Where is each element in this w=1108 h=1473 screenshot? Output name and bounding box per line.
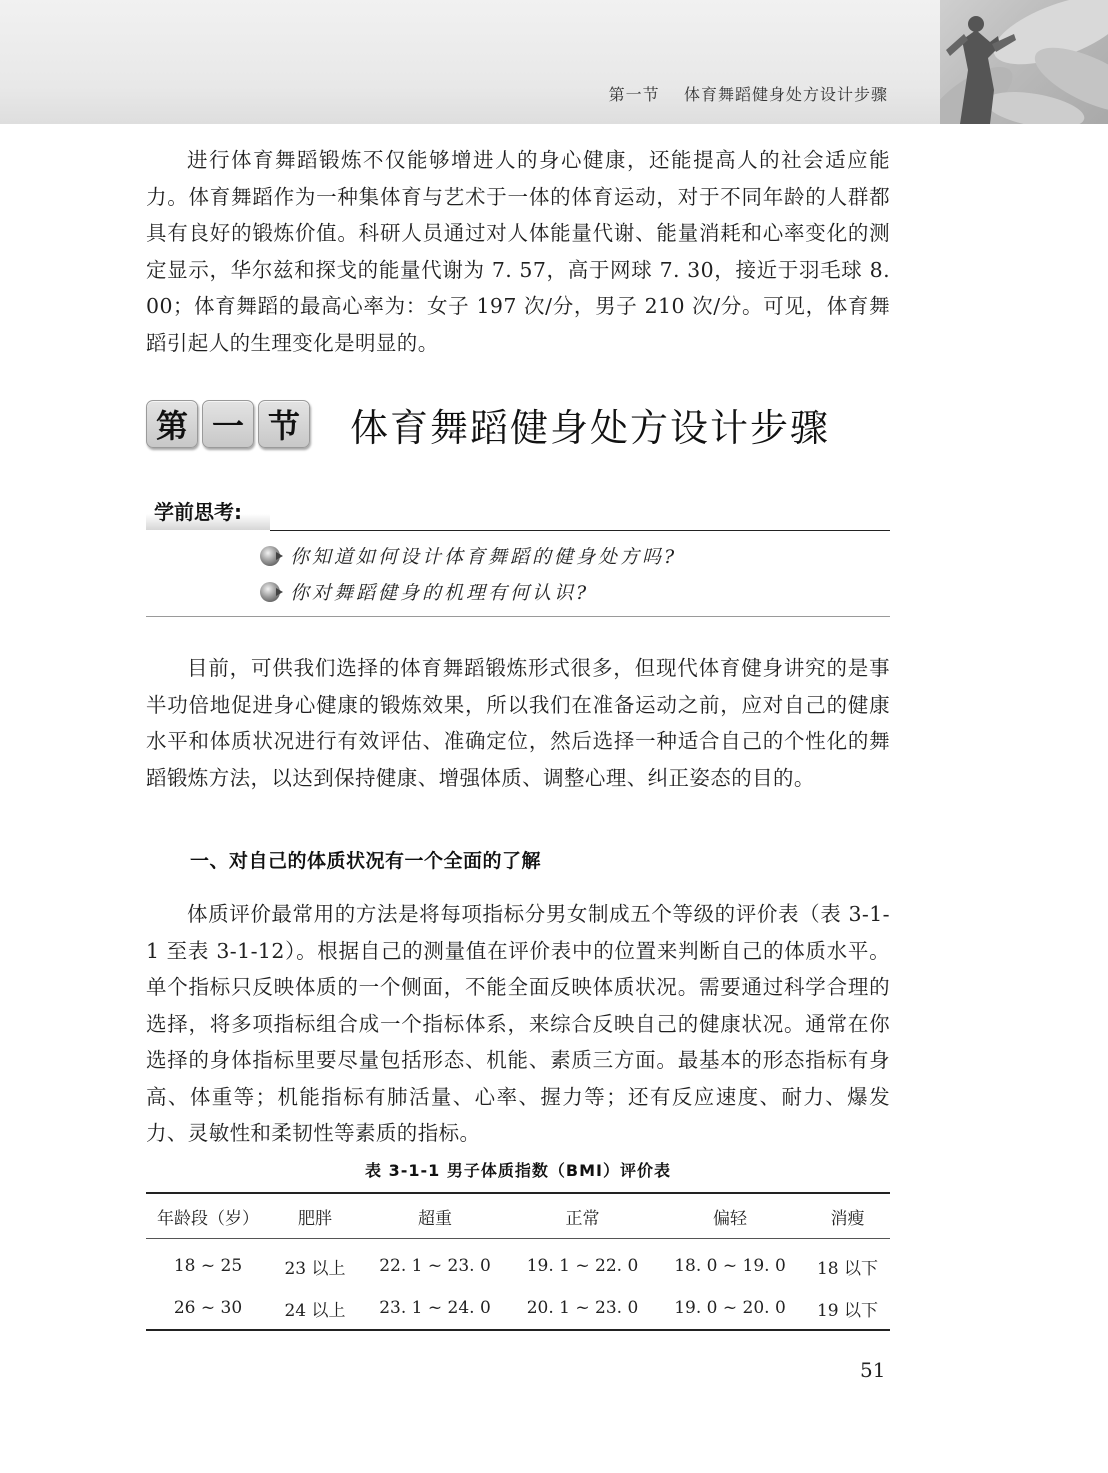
table-cell: 19. 1 ~ 22. 0	[526, 1256, 639, 1276]
body-paragraph: 体质评价最常用的方法是将每项指标分男女制成五个等级的评价表（表 3-1-1 至表 3-1-12）。根据自己的测量值在评价表中的位置来判断自己的体质水平。单个指标只反映体质的一个侧面，不能全面反映体质状况。需要通过科学合理的选择，将多项指标组合成一个指标体系，来综合反映自己的健康状况。通常在你选择的身体指标里要尽量包括形态、机能、素质三方面。最基本的形态指标有身高、体重等；机能指标有肺活量、心率、握力等；还有反应速度、耐力、爆发力、灵敏性和柔韧性等素质的指标。	[146, 902, 890, 1145]
table-header-row	[146, 1193, 890, 1239]
table-cell: 20. 1 ~ 23. 0	[526, 1298, 639, 1318]
badge-char: 节	[258, 400, 310, 448]
prestudy-question-text: 你对舞蹈健身的机理有何认识?	[290, 582, 590, 604]
table-header-cell: 正常	[565, 1208, 600, 1229]
table-header-cell: 肥胖	[298, 1208, 332, 1229]
prestudy-question-text: 你知道如何设计体育舞蹈的健身处方吗?	[290, 546, 678, 568]
round-arrow-bullet-icon	[260, 582, 280, 602]
intro-paragraph: 进行体育舞蹈锻炼不仅能够增进人的身心健康，还能提高人的社会适应能力。体育舞蹈作为一种集体育与艺术于一体的体育运动，对于不同年龄的人群都具有良好的锻炼价值。科研人员通过对人体能量代谢、能量消耗和心率变化的测定显示，华尔兹和探戈的能量代谢为 7. 57，高于网球 7. 30，接近于羽毛球 8. 00；体育舞蹈的最高心率为：女子 197 次/分，男子 210 次/分。可见，体育舞蹈引起人的生理变化是明显的。	[146, 148, 890, 355]
table-header-cell: 超重	[418, 1208, 452, 1229]
dancer-photo-icon	[940, 0, 1108, 124]
badge-char: 第	[146, 400, 198, 448]
table-header-cell: 偏轻	[713, 1208, 747, 1229]
prestudy-label-box	[146, 494, 270, 530]
sub-heading: 一、对自己的体质状况有一个全面的了解	[190, 850, 542, 872]
round-arrow-bullet-icon	[260, 546, 280, 566]
table-cell: 26 ~ 30	[173, 1298, 243, 1318]
running-header	[0, 0, 1108, 124]
bmi-table	[146, 1192, 890, 1331]
table-cell: 23 以上	[284, 1258, 346, 1279]
table-header-cell: 消瘦	[830, 1208, 865, 1229]
section-heading	[146, 398, 830, 450]
prestudy-label: 学前思考:	[154, 500, 242, 524]
running-header-title: 第一节 体育舞蹈健身处方设计步骤	[608, 85, 888, 104]
table-cell: 18 以下	[816, 1258, 879, 1279]
table-row	[146, 1239, 890, 1288]
table-cell: 19. 0 ~ 20. 0	[674, 1298, 786, 1318]
table-cell: 18. 0 ~ 19. 0	[674, 1256, 786, 1276]
body-paragraph: 目前，可供我们选择的体育舞蹈锻炼形式很多，但现代体育健身讲究的是事半功倍地促进身心健康的锻炼效果，所以我们在准备运动之前，应对自己的健康水平和体质状况进行有效评估、准确定位，然后选择一种适合自己的个性化的舞蹈锻炼方法，以达到保持健康、增强体质、调整心理、纠正姿态的目的。	[146, 656, 890, 790]
section-number-badge	[146, 400, 310, 448]
badge-char: 一	[202, 400, 254, 448]
table-cell: 23. 1 ~ 24. 0	[379, 1298, 491, 1318]
table-cell: 22. 1 ~ 23. 0	[379, 1256, 491, 1276]
prestudy-top-rule	[270, 530, 890, 531]
page-number: 51	[860, 1358, 886, 1382]
prestudy-question	[260, 578, 589, 605]
table-cell: 18 ~ 25	[173, 1256, 243, 1276]
table-caption: 表 3-1-1 男子体质指数（BMI）评价表	[365, 1161, 671, 1180]
table-cell: 19 以下	[816, 1300, 879, 1321]
prestudy-question	[260, 542, 677, 569]
table-row	[146, 1287, 890, 1330]
table-header-cell: 年龄段（岁）	[157, 1208, 259, 1229]
section-title: 体育舞蹈健身处方设计步骤	[350, 405, 831, 450]
prestudy-bottom-rule	[146, 616, 890, 617]
table-cell: 24 以上	[284, 1300, 346, 1321]
